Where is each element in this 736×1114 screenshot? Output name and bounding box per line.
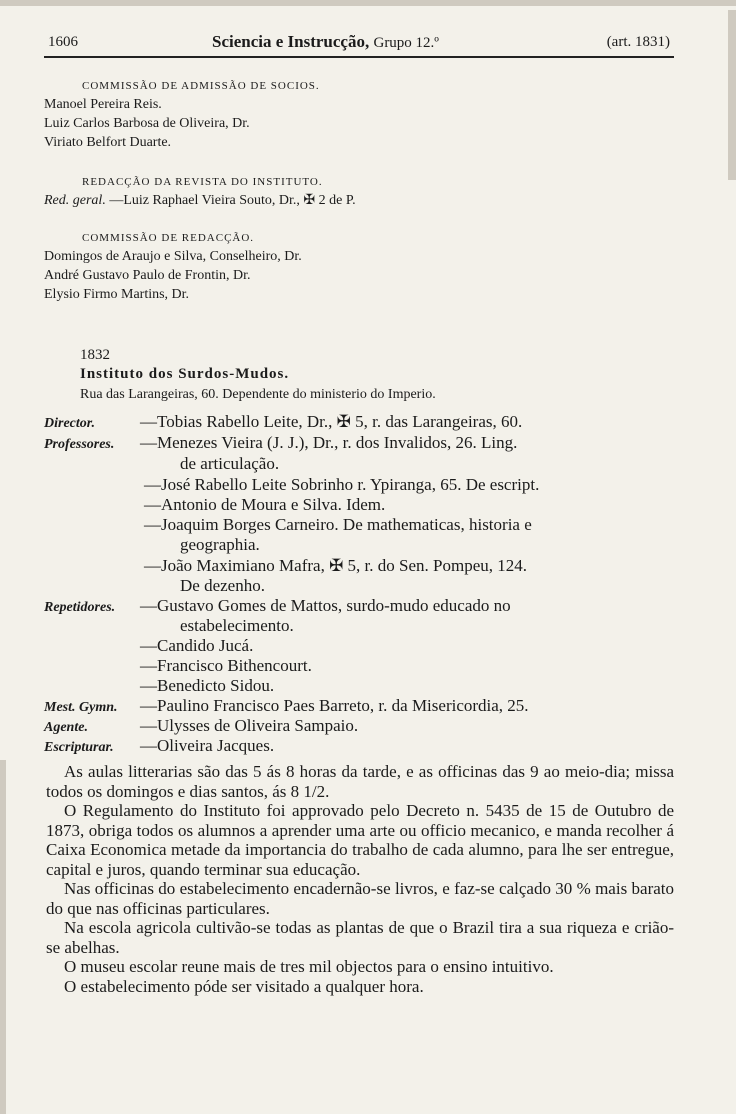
staff-text: —Tobias Rabello Leite, Dr., ✠ 5, r. das Larangeiras, 60. <box>140 412 523 431</box>
article-reference: (art. 1831) <box>606 34 670 50</box>
scan-edge-left <box>0 760 6 1114</box>
page-number: 1606 <box>48 34 78 50</box>
staff-row <box>140 636 253 656</box>
paragraph: As aulas litterarias são das 5 ás 8 horas da tarde, e as officinas das 9 ao meio-dia; missa todos os domingos e dias santos, ás 8 1/2. <box>46 762 674 801</box>
staff-row <box>144 495 385 515</box>
staff-row <box>44 412 522 432</box>
staff-text: —Antonio de Moura e Silva. Idem. <box>144 495 386 514</box>
staff-row <box>140 656 312 676</box>
staff-text: —Menezes Vieira (J. J.), Dr., r. dos Invalidos, 26. Ling. <box>140 433 518 452</box>
staff-text: estabelecimento. <box>180 616 294 635</box>
paragraph: O estabelecimento póde ser visitado a qualquer hora. <box>64 976 424 996</box>
staff-row <box>44 716 358 736</box>
staff-text: —José Rabello Leite Sobrinho r. Ypiranga, 65. De escript. <box>144 475 540 494</box>
staff-text: geographia. <box>180 535 260 554</box>
staff-role: Escripturar. <box>44 740 114 755</box>
admissao-member: Luiz Carlos Barbosa de Oliveira, Dr. <box>44 116 250 131</box>
staff-role: Professores. <box>44 437 115 452</box>
staff-row <box>144 475 539 495</box>
running-title <box>212 32 439 52</box>
staff-row <box>44 696 529 716</box>
entry-number: 1832 <box>80 347 110 363</box>
redaccao-heading: COMMISSÃO DE REDACÇÃO. <box>82 232 255 244</box>
staff-text: —Gustavo Gomes de Mattos, surdo-mudo educado no <box>140 596 511 615</box>
paragraph: O museu escolar reune mais de tres mil objectos para o ensino intuitivo. <box>64 957 554 976</box>
staff-row <box>44 736 274 756</box>
staff-row <box>180 576 265 596</box>
redaccao-member: Domingos de Araujo e Silva, Conselheiro, Dr. <box>44 249 302 264</box>
staff-row <box>44 433 517 453</box>
redaccao-member: Elysio Firmo Martins, Dr. <box>44 287 190 302</box>
admissao-member: Manoel Pereira Reis. <box>44 97 162 112</box>
staff-role: Mest. Gymn. <box>44 700 118 715</box>
institution-name: Instituto dos Surdos-Mudos. <box>80 366 290 382</box>
staff-row <box>144 556 527 576</box>
running-title-group: Grupo 12.º <box>373 35 439 51</box>
revista-entry <box>44 192 356 210</box>
paragraph: O Regulamento do Instituto foi approvado pelo Decreto n. 5435 de 15 de Outubro de 1873, obriga todos os alumnos a aprender uma arte ou officio mecanico, e manda recolher á Caixa Economica metade da importancia do trabalho de cada alumno, para lhe ser entregue, capital e juros, quando terminar sua educação. <box>46 801 674 879</box>
revista-label: Red. geral. <box>44 193 106 208</box>
staff-role: Director. <box>44 416 95 431</box>
staff-row <box>44 596 511 616</box>
staff-text: —Joaquim Borges Carneiro. De mathematicas, historia e <box>144 515 532 534</box>
institution-address: Rua das Larangeiras, 60. Dependente do ministerio do Imperio. <box>80 387 436 402</box>
staff-text: —Benedicto Sidou. <box>140 676 275 695</box>
staff-text: —João Maximiano Mafra, ✠ 5, r. do Sen. Pompeu, 124. <box>144 556 528 575</box>
staff-row <box>180 535 260 555</box>
running-title-text: Sciencia e Instrucção, <box>212 32 370 51</box>
scan-edge-right <box>728 10 736 180</box>
staff-role: Agente. <box>44 720 88 735</box>
staff-text: de articulação. <box>180 454 280 473</box>
staff-role: Repetidores. <box>44 600 116 615</box>
revista-heading: REDACÇÃO DA REVISTA DO INSTITUTO. <box>82 176 323 188</box>
staff-text: —Francisco Bithencourt. <box>140 656 312 675</box>
paragraph: Na escola agricola cultivão-se todas as plantas de que o Brazil tira a sua riqueza e crião-se abelhas. <box>46 918 674 957</box>
staff-row <box>140 676 274 696</box>
staff-row <box>180 616 294 636</box>
scan-edge-top <box>0 0 736 6</box>
paragraph: Nas officinas do estabelecimento encadernão-se livros, e faz-se calçado 30 % mais barato do que nas officinas particulares. <box>46 879 674 918</box>
staff-row <box>180 454 279 474</box>
staff-text: —Oliveira Jacques. <box>140 736 275 755</box>
staff-text: De dezenho. <box>180 576 265 595</box>
staff-text: —Paulino Francisco Paes Barreto, r. da Misericordia, 25. <box>140 696 529 715</box>
staff-text: —Ulysses de Oliveira Sampaio. <box>140 716 359 735</box>
revista-text: —Luiz Raphael Vieira Souto, Dr., ✠ 2 de P. <box>109 193 356 208</box>
page-header <box>44 30 674 58</box>
staff-text: —Candido Jucá. <box>140 636 254 655</box>
staff-row <box>144 515 532 535</box>
admissao-member: Viriato Belfort Duarte. <box>44 135 172 150</box>
redaccao-member: André Gustavo Paulo de Frontin, Dr. <box>44 268 251 283</box>
body-text <box>46 762 674 996</box>
admissao-heading: COMMISSÃO DE ADMISSÃO DE SOCIOS. <box>82 80 320 92</box>
